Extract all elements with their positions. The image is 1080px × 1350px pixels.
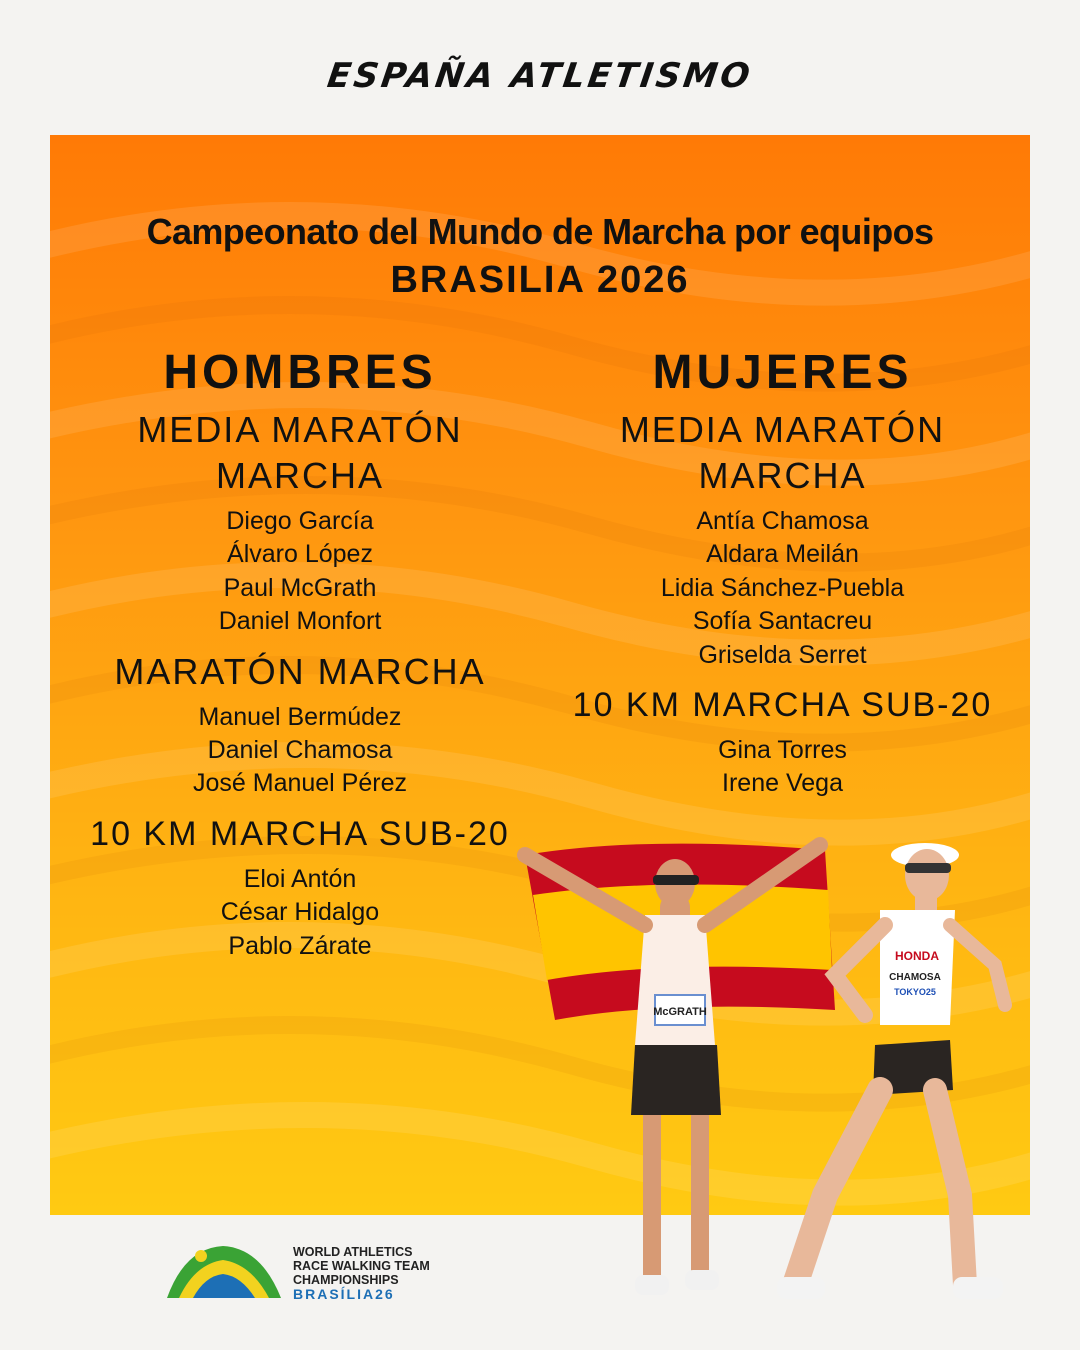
athlete-name: José Manuel Pérez	[192, 769, 407, 798]
event-title: MARATÓN MARCHA	[114, 650, 486, 692]
female-sponsor: HONDA	[895, 949, 939, 963]
athlete-name: Sofía Santacreu	[692, 607, 873, 636]
logo-line: RACE WALKING TEAM	[293, 1259, 430, 1273]
athlete-name: Daniel Monfort	[218, 607, 382, 636]
athlete-name: Eloi Antón	[243, 864, 357, 893]
athlete-list	[70, 701, 530, 801]
event-title: MEDIA MARATÓN	[619, 409, 946, 450]
sun-icon	[195, 1250, 207, 1262]
athlete-list	[70, 863, 530, 963]
athlete-name: Pablo Zárate	[228, 931, 372, 960]
event-title: MARCHA	[698, 455, 867, 496]
men-column	[70, 345, 530, 973]
logo-city: BRASÍLIA26	[293, 1286, 395, 1302]
men-heading: HOMBRES	[163, 346, 437, 399]
male-bib-name: McGRATH	[653, 1006, 707, 1018]
event-title: 10 KM MARCHA SUB-20	[572, 686, 993, 725]
athlete-list	[555, 734, 1010, 801]
athlete-name: Irene Vega	[722, 769, 843, 798]
athlete-name: Daniel Chamosa	[207, 736, 393, 765]
women-heading: MUJERES	[652, 346, 913, 399]
athletes-photo	[495, 815, 1035, 1350]
athlete-list	[70, 505, 530, 639]
female-bib-name: CHAMOSA	[889, 972, 941, 983]
athlete-list	[555, 505, 1010, 672]
event-tag: TOKYO25	[894, 987, 936, 997]
athlete-name: Paul McGrath	[223, 573, 377, 602]
championship-title: Campeonato del Mundo de Marcha por equipos	[146, 211, 934, 252]
athlete-name: Aldara Meilán	[706, 540, 859, 569]
logo-line: CHAMPIONSHIPS	[293, 1273, 399, 1287]
event-title: MEDIA MARATÓN	[137, 409, 463, 450]
athlete-name: Antía Chamosa	[696, 507, 869, 535]
championship-edition: BRASILIA 2026	[390, 259, 690, 301]
logo-line: WORLD ATHLETICS	[293, 1245, 413, 1259]
women-column	[555, 345, 1010, 811]
event-title: 10 KM MARCHA SUB-20	[90, 814, 510, 853]
championships-logo-text	[293, 1245, 430, 1301]
athlete-name: Lidia Sánchez-Puebla	[660, 573, 905, 602]
espana-atletismo-logo: ESPAÑA ATLETISMO	[324, 56, 756, 96]
athlete-name: Griselda Serret	[698, 640, 867, 669]
athlete-name: Manuel Bermúdez	[198, 702, 402, 731]
athlete-name: Gina Torres	[718, 736, 847, 765]
athlete-name: Álvaro López	[227, 540, 373, 569]
athlete-name: Diego García	[226, 507, 374, 535]
athlete-name: César Hidalgo	[220, 898, 380, 927]
event-title: MARCHA	[215, 455, 384, 496]
